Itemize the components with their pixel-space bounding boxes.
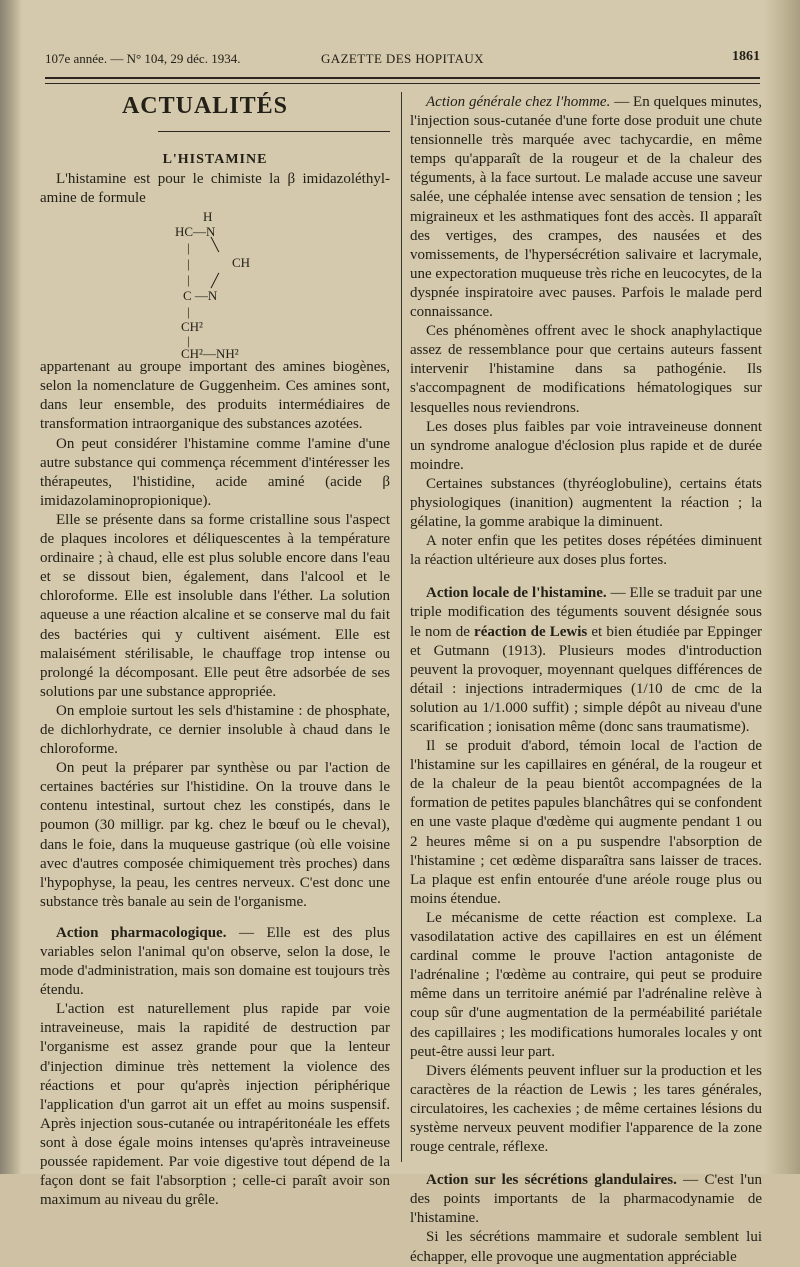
binding-shadow: [0, 0, 22, 1174]
left-column: [40, 93, 390, 1210]
pharmacology-heading: Action pharmacologique.: [56, 924, 227, 941]
body-paragraph: appartenant au groupe important des amines biogènes, selon la nomenclature de Guggenheim. Ces amines sont, dans leur ensemble, des produits intermédiaires de transformation intraorganique des substances azotées.: [40, 359, 390, 433]
body-paragraph: Elle se présente dans sa forme cristalline sous l'aspect de plaques incolores et déliquescentes à la température ordinaire ; à chaud, elle est plus soluble encore dans l'eau et se dissout bien, également, dans l'alcool et le chloroforme. Elle est insoluble dans l'éther. La solution aqueuse a une réaction alcaline et se conserve mal du fait des bactéries qui y cultivent aisément. Elle est malaisément stérilisable, le chauffage trop intense ou prolongé la décomposant. Elle peut être adsorbée de ses solutions par une substance appropriée.: [40, 511, 390, 700]
column-divider: [401, 92, 402, 1162]
local-action-paragraph: [410, 584, 762, 737]
section-title: ACTUALITÉS: [121, 93, 289, 119]
body-paragraph: Si les sécrétions mammaire et sudorale semblent lui échapper, elle provoque une augmentation appréciable: [410, 1229, 762, 1265]
body-paragraph: Le mécanisme de cette réaction est complexe. La vasodilatation active des capillaires en est un élément cardinal comme le prouve l'action antagoniste de l'adrénaline ; l'œdème au contraire, qui peut se produire même dans un territoire anémié par l'adrénaline relève à coup sûr d'une augmentation de la perméabilité pariétale des capillaires ; les modifications humorales locales y ont peut-être aussi leur part.: [410, 909, 762, 1060]
title-rule: [158, 131, 390, 132]
intro-paragraph: L'histamine est pour le chimiste la β imidazoléthyl-amine de formule: [40, 171, 390, 207]
running-header: [45, 51, 760, 71]
formula-line: HC—N: [175, 224, 216, 240]
formula-line: CH²: [181, 319, 203, 335]
body-paragraph: On emploie surtout les sels d'histamine : de phosphate, de dichlorhydrate, ce dernier insoluble à chaud dans le chloroforme.: [40, 702, 390, 758]
body-paragraph: Divers éléments peuvent influer sur la production et les caractères de la réaction de Lewis ; les tares générales, circulatoires, les cachexies ; de même certaines lésions du système nerveux peuvent modifier l'apparence de la zone rouge centrale, réflexe.: [410, 1062, 762, 1156]
formula-line: ╲: [211, 237, 219, 253]
chemical-formula: [40, 208, 390, 362]
formula-line: H: [203, 209, 213, 225]
article-subtitle: L'HISTAMINE: [162, 152, 268, 167]
page-number: 1861: [732, 49, 760, 64]
local-action-heading: Action locale de l'histamine.: [426, 585, 607, 602]
formula-line: CH²—NH²: [181, 346, 239, 362]
formula-line: |: [187, 333, 190, 349]
pharmacology-text: — Elle est des plus variables selon l'animal qu'on observe, selon la dose, le mode d'administration, mais son domaine est toujours très étendu.: [40, 924, 390, 999]
local-action-text-cont: et bien étudiée par Eppinger et Gutmann (1913). Plusieurs modes d'introduction peuvent la provoquer, moyennant quelques différences de détail : injections intradermiques (1/10 de cmc de la solution au 1/1.000 suffit) ; simple dépôt au niveau d'une scarification ; ionisation même (donc sans traumatisme).: [410, 623, 762, 735]
formula-line: |: [187, 256, 190, 272]
formula-line: CH: [232, 255, 251, 271]
secretions-paragraph: [410, 1171, 762, 1228]
body-paragraph: A noter enfin que les petites doses répétées diminuent la réaction ultérieure aux doses plus fortes.: [410, 533, 762, 569]
lewis-reaction-term: réaction de Lewis: [474, 623, 588, 640]
general-action-heading: Action générale chez l'homme.: [426, 94, 611, 110]
journal-name: GAZETTE DES HOPITAUX: [321, 51, 484, 66]
formula-line: ╱: [211, 273, 219, 289]
formula-line: C —N: [183, 288, 218, 304]
formula-line: |: [187, 304, 190, 320]
formula-line: |: [187, 272, 190, 288]
body-paragraph: Les doses plus faibles par voie intraveineuse donnent un syndrome analogue d'éclosion plus rapide et de durée moindre.: [410, 418, 762, 473]
right-column: [410, 93, 762, 1267]
secretions-heading: Action sur les sécrétions glandulaires.: [426, 1172, 677, 1189]
pharmacology-paragraph: [40, 924, 390, 1000]
header-rule-thin: [45, 83, 760, 84]
general-action-paragraph: [410, 93, 762, 322]
secretions-text: — C'est l'un des points importants de la pharmacodynamie de l'histamine.: [410, 1172, 762, 1227]
issue-info: 107e année. — N° 104, 29 déc. 1934.: [45, 51, 241, 66]
body-paragraph: L'action est naturellement plus rapide par voie intraveineuse, mais la rapidité de destruction par l'organisme est assez grande pour que la lenteur d'injection diminue très nettement la violence des réactions et pour qu'après injection périphérique l'application d'un garrot ait un effet au moins suspensif. Après injection sous-cutanée ou intrapéritonéale les effets sont à dose égale moins intenses qu'après intraveineuse poussée rapidement. Par voie digestive tout dépend de la façon dont se fait l'absorption ; celle-ci paraît avoir son maximum au niveau du grêle.: [40, 1001, 390, 1209]
body-paragraph: Certaines substances (thyréoglobuline), certains états physiologiques (inanition) augmentent la réaction ; la gélatine, la gomme arabique la diminuent.: [410, 475, 762, 531]
header-rule-thick: [45, 77, 760, 79]
body-paragraph: On peut la préparer par synthèse ou par l'action de certaines bactéries sur l'histidine. On la trouve dans le contenu intestinal, surtout chez les constipés, dans le poumon (30 milligr. par kg. chez le bœuf ou le cheval), dans le foie, dans la muqueuse gastrique (où elle voisine avec d'autres composée chimiquement très proches) dans l'hypophyse, la peau, les centres nerveux. C'est donc une substance très banale au sein de l'organisme.: [40, 760, 390, 910]
page-edge-shadow: [764, 0, 800, 1174]
body-paragraph: Il se produit d'abord, témoin local de l'action de l'histamine sur les capillaires en général, de la rougeur et de la chaleur de la peau bientôt accompagnées de la formation de petites papules blanchâtres qui se confondent en une vaste plaque d'œdème qui augmente pendant 1 ou 2 heures même si on a pu suspendre l'absorption de l'histamine ; cet œdème disparaîtra sans laisser de traces. La plaque est enfin entourée d'une aréole rouge plus ou moins étendue.: [410, 738, 762, 907]
formula-line: |: [187, 240, 190, 256]
general-action-text: — En quelques minutes, l'injection sous-cutanée d'une forte dose produit une chute tensionnelle très marquée avec tachycardie, en même temps qu'apparaît de la rougeur et de la chaleur des téguments, à la face surtout. Le malade accuse une saveur salée, une céphalée intense avec sensation de tension ; les migraineux et les asthmatiques font des accès. Il apparaît des vertiges, des crampes, des nausées et des vomissements, de l'hypersécrétion salivaire et lacrymale, une expectoration muqueuse très riche en leucocytes, de la dyspnée inspiratoire avec pauses. Parfois le malade perd connaissance.: [410, 94, 763, 321]
body-paragraph: Ces phénomènes offrent avec le shock anaphylactique assez de ressemblance pour que certains auteurs fassent intervenir l'histamine dans sa pathogénie. Ils s'accompagnent de modifications hématologiques sur lesquelles nous reviendrons.: [410, 323, 762, 416]
local-action-text: — Elle se traduit par une triple modification des téguments souvent désignée sous le nom de: [410, 585, 762, 640]
body-paragraph: On peut considérer l'histamine comme l'amine d'une autre substance qui commença récemment d'intéresser les thérapeutes, l'histidine, acide aminé (acide β imidazolaminopropionique).: [40, 435, 390, 509]
